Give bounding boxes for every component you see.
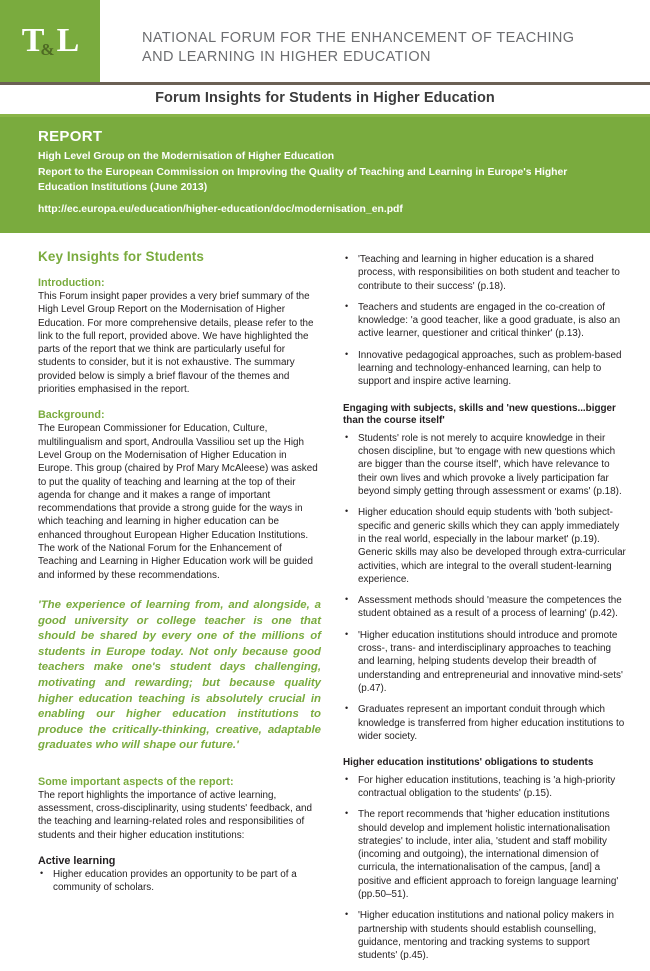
list-item: • For higher education institutions, teaching is 'a high-priority contractual obligation to the students' (p.15). — [343, 774, 628, 801]
tl-logo-icon — [0, 24, 100, 63]
engaging-bullet-list — [343, 432, 628, 743]
list-item: • Students' role is not merely to acquire knowledge in their chosen discipline, but 'to engage with new questions which are bigger than the course itself', which have relevance to their own lives and which provoke a lively participation far beyond simply getting through assessment or exams' (p.18). — [343, 432, 628, 498]
masthead — [0, 0, 650, 82]
report-description-line1: Report to the European Commission on Improving the Quality of Teaching and Learning in Europe's Higher — [38, 166, 568, 178]
organisation-name-line2: AND LEARNING IN HIGHER EDUCATION — [142, 49, 431, 65]
background-heading: Background: — [38, 409, 105, 422]
pull-quote: 'The experience of learning from, and alongside, a good university or college teacher is one that should be shared by every one of the millions of students in Europe today. Not only because good teachers make one's student days challenging, motivating and rewarding; but because quality higher education teaching is absolutely crucial in enabling our higher education institutions to produce the critically-thinking, creative, adaptable graduates who will shape our future.' — [38, 598, 321, 752]
left-column — [38, 249, 321, 903]
list-item: • 'Teaching and learning in higher education is a shared process, with responsibilities on both student and teacher to contribute to their success' (p.18). — [343, 253, 628, 293]
obligations-heading: Higher education institutions' obligations to students — [343, 757, 594, 769]
list-item: • 'Higher education institutions should introduce and promote cross-, trans- and interdisciplinary approaches to teaching and learning, helping students develop their breadth of understanding and entrepreneurial and innovative mind-sets' (p.47). — [343, 629, 628, 695]
list-item: • The report recommends that 'higher education institutions should develop and implement holistic internationalisation strategies' to include, inter alia, 'student and staff mobility (incoming and outgoing), the international dimension of curricula, the internationalisation of the campus, [and] a positive and efficient approach to foreign language learning' (pp.50–51). — [343, 808, 628, 901]
aspects-body: The report highlights the importance of active learning, assessment, cross-disciplinarity, using students' feedback, and the teaching and learning-related roles and responsibilities of students and their higher education institutions: — [38, 789, 312, 841]
report-group-line: High Level Group on the Modernisation of Higher Education — [38, 151, 335, 162]
list-item: • Graduates represent an important conduit through which knowledge is transferred from higher education institutions to wider society. — [343, 703, 628, 743]
aspects-heading: Some important aspects of the report: — [38, 775, 234, 788]
introduction-body: This Forum insight paper provides a very brief summary of the High Level Group Report on the Modernisation of Higher Education. For more comprehensive details, please refer to the link to the full report, provided above. We have highlighted the parts of the report that we think are particularly useful for students to consider, but it is not exhaustive. The summary provided below is simply a brief flavour of the themes and priorities emphasised in the report. — [38, 291, 314, 396]
list-item: • Teachers and students are engaged in the co-creation of knowledge: 'a good teacher, like a good graduate, is also an active learner, questioner and critical thinker' (p.13). — [343, 301, 628, 341]
list-item: • Assessment methods should 'measure the competences the student obtained as a result of a process of learning' (p.42). — [343, 594, 628, 621]
introduction-heading: Introduction: — [38, 277, 105, 289]
report-description-line2: Education Institutions (June 2013) — [38, 182, 208, 193]
page-title: Key Insights for Students — [38, 249, 205, 264]
list-item: • Innovative pedagogical approaches, such as problem-based learning and technology-enhanced learning, can help to support and inspire active learning. — [343, 349, 628, 389]
active-learning-bullet-list — [38, 868, 321, 895]
top-bullet-list — [343, 253, 628, 389]
logo-letter-t: T — [21, 22, 44, 59]
logo-block — [0, 0, 100, 82]
report-panel — [0, 117, 650, 233]
organisation-name — [142, 29, 630, 67]
report-label: REPORT — [38, 128, 103, 145]
organisation-name-line1: NATIONAL FORUM FOR THE ENHANCEMENT OF TEACHING — [142, 30, 575, 46]
report-url-link[interactable]: http://ec.europa.eu/education/higher-education/doc/modernisation_en.pdf — [38, 203, 403, 215]
list-item: • 'Higher education institutions and national policy makers in partnership with students should establish counselling, guidance, mentoring and tracking systems to support students' (p.45). — [343, 909, 628, 962]
two-column-layout — [38, 249, 630, 971]
logo-ampersand: & — [40, 40, 54, 59]
document-subtitle: Forum Insights for Students in Higher Education — [155, 90, 495, 106]
list-item: • Higher education provides an opportunity to be part of a community of scholars. — [38, 868, 321, 895]
document-content — [0, 233, 650, 971]
list-item: • Higher education should equip students with 'both subject-specific and generic skills which they can apply immediately in the real world, especially in the labour market' (p.19). Generic skills may also be developed through extra-curricular activities, which are integral to the overall student-learning experience. — [343, 506, 628, 586]
obligations-bullet-list — [343, 774, 628, 963]
logo-letter-l: L — [56, 22, 79, 59]
right-column — [343, 249, 628, 971]
engaging-heading: Engaging with subjects, skills and 'new questions...bigger than the course itself' — [343, 402, 616, 427]
active-learning-heading: Active learning — [38, 855, 116, 868]
background-body: The European Commissioner for Education, Culture, multilingualism and sport, Androulla Vassiliou set up the High Level Group on the Modernisation of Higher Education in Europe. This group (chaired by Prof Mary McAleese) was asked to put the quality of teaching and learning at the top of their agenda for change and it makes a range of important recommendations that provide a strong guide for the ways in which teaching and learning in higher education can be enhanced throughout European Higher Education Institutions. The work of the National Forum for the Enhancement of Teaching and Learning in Higher Education work will be guided and informed by these recommendations. — [38, 423, 318, 581]
subtitle-bar — [0, 85, 650, 114]
